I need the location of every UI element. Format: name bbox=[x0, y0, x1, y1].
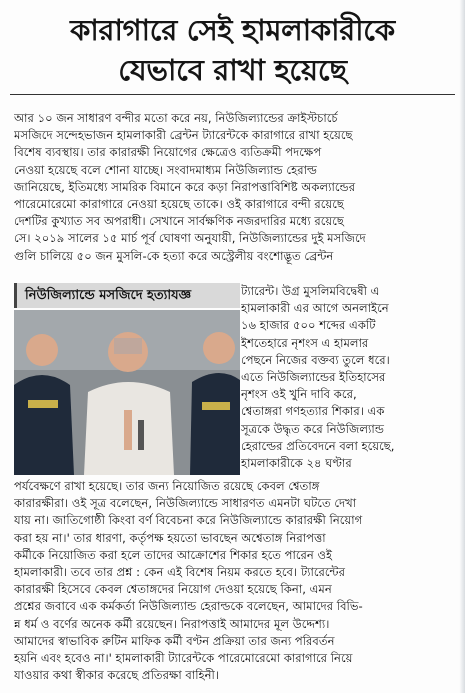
body-line: সূত্রকে উদ্ধৃত করে নিউজিল্যান্ড bbox=[241, 421, 384, 436]
body-line: হামলাকারীকে ২৪ ঘণ্টার bbox=[241, 456, 352, 471]
photo-subhead: নিউজিল্যান্ডে মসজিদে হত্যাযজ্ঞ bbox=[14, 283, 240, 308]
body-line: পারেমোরেমো কারাগারে নেওয়া হয়েছে তাকে। ওই কারাগারে বন্দী রয়েছে bbox=[14, 197, 344, 212]
body-line: হেরাল্ডের প্রতিবেদনে বলা হয়েছে, bbox=[241, 438, 395, 453]
body-line: পেছনে নিজের বক্তব্য তুলে ধরে। bbox=[241, 352, 390, 367]
body-line: ১৬ হাজার ৫০০ শব্দের একটি bbox=[241, 318, 376, 333]
body-line: যাওয়ার কথা স্বীকার করেছে প্রতিরক্ষা বাহিনী। bbox=[14, 668, 220, 683]
courtroom-photo bbox=[14, 310, 240, 475]
body-line: কর্মীকে নিয়োজিত করা হলে তাদের আক্রোশের শিকার হতে পারেন ওই bbox=[14, 547, 333, 562]
body-line: ইশতেহারে নৃশংস এ হামলার bbox=[241, 335, 369, 350]
body-line: পর্যবেক্ষণে রাখা হয়েছে। তার জন্য নিয়োজিত রয়েছে কেবল শ্বেতাঙ্গ bbox=[14, 479, 320, 493]
courtroom-photo-icon bbox=[14, 310, 240, 475]
body-line: করা হয় না।' তার ধারণা, কর্তৃপক্ষ হয়তো ভাবছেন অশ্বেতাঙ্গ নিরাপত্তা bbox=[14, 530, 326, 545]
body-line: কারারক্ষীরা। ওই সূত্র বলেছেন, নিউজিল্যান্ডে সাধারণত এমনটা ঘটতে দেখা bbox=[14, 496, 357, 511]
body-line: সে। ২০১৯ সালের ১৫ মার্চ পূর্ব ঘোষণা অনুযায়ী, নিউজিল্যান্ডের দুই মসজিদে bbox=[14, 231, 366, 246]
body-line: গুলি চালিয়ে ৫০ জন মুসলি-কে হত্যা করে অস্ট্রেলীয় বংশোদ্ভূত ব্রেন্টন bbox=[14, 248, 334, 263]
headline-divider bbox=[10, 94, 455, 95]
body-line: জানিয়েছে, ইতিমধ্যে সামরিক বিমানে করে কড়া নিরাপত্তাবিশিষ্ট অকল্যান্ডের bbox=[14, 179, 356, 194]
body-line: প্রশ্নের জবাবে এক কর্মকর্তা নিউজিল্যান্ড হেরাল্ডকে বলেছেন, আমাদের বিভি- bbox=[14, 599, 363, 614]
body-line: আর ১০ জন সাধারণ বন্দীর মতো করে নয়, নিউজিল্যান্ডের ক্রাইস্টচার্চে bbox=[14, 111, 338, 125]
body-line: যায় না। জাতিগোষ্ঠী কিংবা বর্ণ বিবেচনা করে নিউজিল্যান্ডে কারারক্ষী নিয়োগ bbox=[14, 513, 363, 528]
article-body-top bbox=[14, 110, 452, 265]
headline-line-1: কারাগারে সেই হামলাকারীকে bbox=[70, 13, 395, 47]
body-line: শ্বেতাঙ্গরা গণহত্যার শিকার। এক bbox=[241, 404, 385, 419]
headline-line-2: যেভাবে রাখা হয়েছে bbox=[118, 53, 347, 87]
body-line: হামলাকারী এর আগে অনলাইনে bbox=[241, 301, 389, 316]
headline bbox=[0, 0, 465, 90]
body-line: নৃশংস ওই খুনি দাবি করে, bbox=[241, 387, 357, 402]
body-line: ন্ন ধর্ম ও বর্ণের অনেক কর্মী রয়েছেন। নিরাপত্তাই আমাদের মূল উদ্দেশ্য। bbox=[14, 616, 330, 631]
page-edge bbox=[459, 0, 465, 693]
article-body-bottom bbox=[14, 478, 452, 684]
body-line: কারারক্ষী হিসেবে কেবল শ্বেতাঙ্গদের নিয়োগ দেওয়া হয়েছে কিনা, এমন bbox=[14, 582, 332, 597]
body-line: হয়নি এবং হবেও না।' হামলাকারী ট্যারেন্টকে পারেমোরেমো কারাগারে নিয়ে bbox=[14, 651, 353, 666]
article-body-right bbox=[241, 283, 453, 472]
body-line: মসজিদে সন্দেহভাজন হামলাকারী ব্রেন্টন ট্যারেন্টকে কারাগারে রাখা হয়েছে bbox=[14, 128, 353, 143]
body-line: বিশেষ ব্যবস্থায়। তার কারারক্ষী নিয়োগের ক্ষেত্রেও ব্যতিক্রমী পদক্ষেপ bbox=[14, 145, 322, 160]
body-line: দেশটির কুখ্যাত সব অপরাধী। সেখানে সার্বক্ষণিক নজরদারির মধ্যে রয়েছে bbox=[14, 214, 344, 229]
body-line: হামলাকারী। তবে তার প্রশ্ন : কেন এই বিশেষ নিয়ম করতে হবে। ট্যারেন্টের bbox=[14, 565, 346, 580]
body-line: ট্যারেন্ট। উগ্র মুসলিমবিদ্বেষী এ bbox=[241, 284, 380, 298]
body-line: নেওয়া হয়েছে বলে শোনা যাচ্ছে। সংবাদমাধ্যম নিউজিল্যান্ড হেরাল্ড bbox=[14, 162, 317, 177]
body-line: আমাদের স্বাভাবিক রুটিন মাফিক কর্মী বণ্টন প্রক্রিয়া তার জন্য পরিবর্তন bbox=[14, 633, 335, 648]
body-line: এতে নিউজিল্যান্ডের ইতিহাসের bbox=[241, 370, 386, 385]
